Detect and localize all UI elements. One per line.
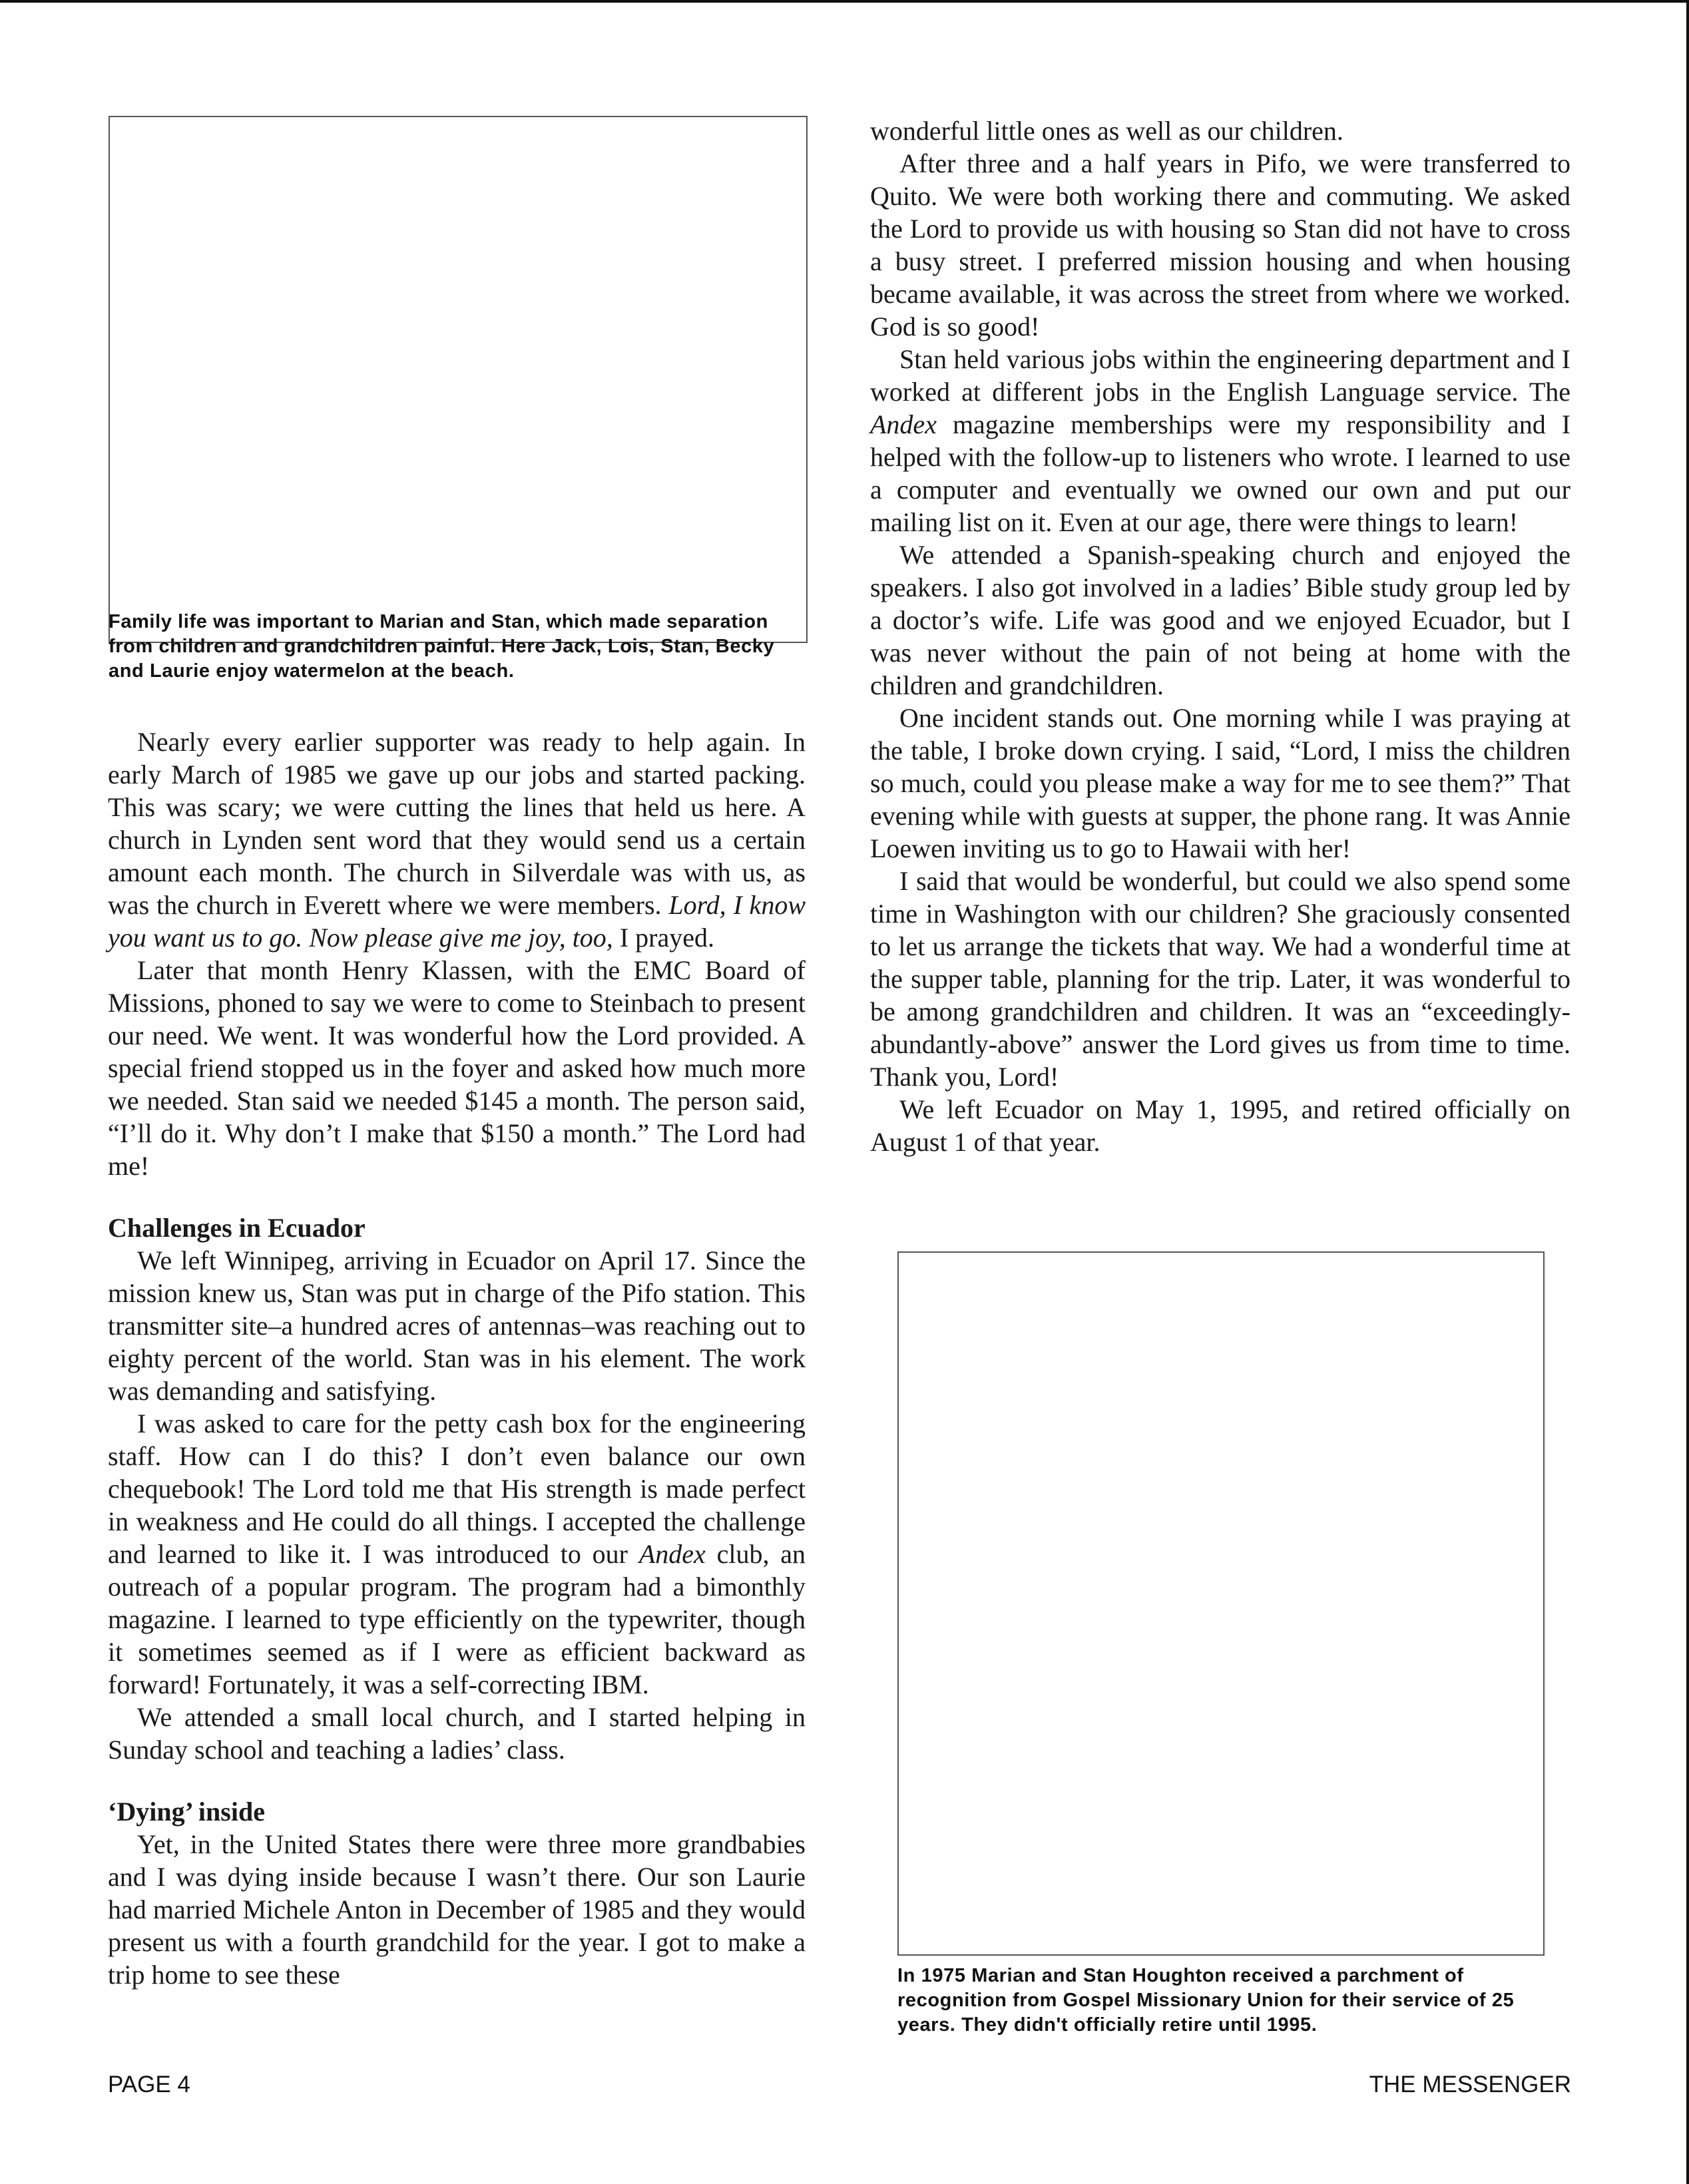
- paragraph: One incident stands out. One morning while I was praying at the table, I broke down crying. I said, “Lord, I miss the children so much, could you please make a way for me to see them?” That evening while with guests at supper, the phone rang. It was Annie Loewen inviting us to go to Hawaii with her!: [870, 703, 1570, 863]
- paragraph-text: Nearly every earlier supporter was ready to help again. In early March of 1985 we gave up our jobs and started packing. This was scary; we were cutting the lines that held us here. A church in Lynden sent word that they would send us a certain amount each month. The church in Silverdale was with us, as was the church in Everett where we were members.: [108, 727, 806, 920]
- paragraph-text: club, an outreach of a popular program. The program had a bimonthly magazine. I learned to type efficiently on the typewriter, though it sometimes seemed as if I were as efficient backward as forward! Fortunately, it was a self-correcting IBM.: [108, 1539, 806, 1699]
- paragraph: wonderful little ones as well as our children.: [870, 116, 1343, 146]
- page-number: PAGE 4: [108, 2072, 190, 2097]
- paragraph-text: Stan held various jobs within the engineering department and I worked at different jobs in the English Language service. The: [870, 344, 1570, 407]
- paragraph: I said that would be wonderful, but could we also spend some time in Washington with our children? She graciously consented to let us arrange the tickets that way. We had a wonderful time at the supper table, planning for the trip. Later, it was wonderful to be among grandchildren and children. It was an “exceedingly-abundantly-above” answer the Lord gives us from time to time. Thank you, Lord!: [870, 866, 1570, 1092]
- paragraph: After three and a half years in Pifo, we were transferred to Quito. We were both working there and commuting. We asked the Lord to provide us with housing so Stan did not have to cross a busy street. I preferred mission housing and when housing became available, it was across the street from where we worked. God is so good!: [870, 148, 1570, 341]
- italic-andex: Andex: [638, 1539, 706, 1569]
- photo-caption-left: Family life was important to Marian and Stan, which made separation from children and grandchildren painful. Here Jack, Lois, Stan, Becky and Laurie enjoy watermelon at the beach.: [109, 611, 775, 682]
- paragraph-text: I prayed.: [619, 923, 714, 953]
- paragraph: [108, 726, 806, 954]
- section-heading: ‘Dying’ inside: [108, 1797, 265, 1827]
- section-heading: Challenges in Ecuador: [108, 1213, 365, 1243]
- right-column: [870, 114, 1570, 1158]
- italic-prayer: Lord, I know you want us to go. Now please give me joy, too,: [108, 890, 806, 953]
- photo-watermelon-beach: [109, 116, 808, 643]
- paragraph: Later that month Henry Klassen, with the EMC Board of Missions, phoned to say we were to come to Steinbach to present our need. We went. It was wonderful how the Lord provided. A special friend stopped us in the foyer and asked how much more we needed. Stan said we needed $145 a month. The person said, “I’ll do it. Why don’t I make that $150 a month.” The Lord had me!: [108, 955, 806, 1181]
- paragraph: We left Winnipeg, arriving in Ecuador on April 17. Since the mission knew us, Stan was put in charge of the Pifo station. This transmitter site–a hundred acres of antennas–was reaching out to eighty percent of the world. Stan was in his element. The work was demanding and satisfying.: [108, 1245, 806, 1406]
- paragraph: Yet, in the United States there were three more grandbabies and I was dying inside because I wasn’t there. Our son Laurie had married Michele Anton in December of 1985 and they would present us with a fourth grandchild for the year. I got to make a trip home to see these: [108, 1829, 806, 1990]
- left-column: [108, 726, 806, 1991]
- page-border-top: [0, 0, 1689, 3]
- page-border-right: [1686, 0, 1689, 2184]
- paragraph-text: I was asked to care for the petty cash box for the engineering staff. How can I do this? I don’t even balance our own chequebook! The Lord told me that His strength is made perfect in weakness and He could do all things. I accepted the challenge and learned to like it. I was introduced to our: [108, 1409, 806, 1569]
- paragraph: We attended a small local church, and I started helping in Sunday school and teaching a ladies’ class.: [108, 1702, 806, 1765]
- paragraph: We left Ecuador on May 1, 1995, and retired officially on August 1 of that year.: [870, 1094, 1570, 1157]
- paragraph: [870, 343, 1570, 539]
- paragraph: We attended a Spanish-speaking church and enjoyed the speakers. I also got involved in a ladies’ Bible study group led by a doctor’s wife. Life was good and we enjoyed Ecuador, but I was never without the pain of not being at home with the children and grandchildren.: [870, 540, 1570, 700]
- paragraph: [108, 1407, 806, 1701]
- italic-andex: Andex: [870, 409, 937, 439]
- paragraph-text: magazine memberships were my responsibility and I helped with the follow-up to listeners who wrote. I learned to use a computer and eventually we owned our own and put our mailing list on it. Even at our age, there were things to learn!: [870, 409, 1571, 537]
- photo-caption-right: In 1975 Marian and Stan Houghton received a parchment of recognition from Gospel Missionary Union for their service of 25 years. They didn't officially retire until 1995.: [897, 1965, 1515, 2036]
- photo-parchment-recognition: [897, 1251, 1545, 1956]
- publication-name: THE MESSENGER: [1369, 2072, 1571, 2097]
